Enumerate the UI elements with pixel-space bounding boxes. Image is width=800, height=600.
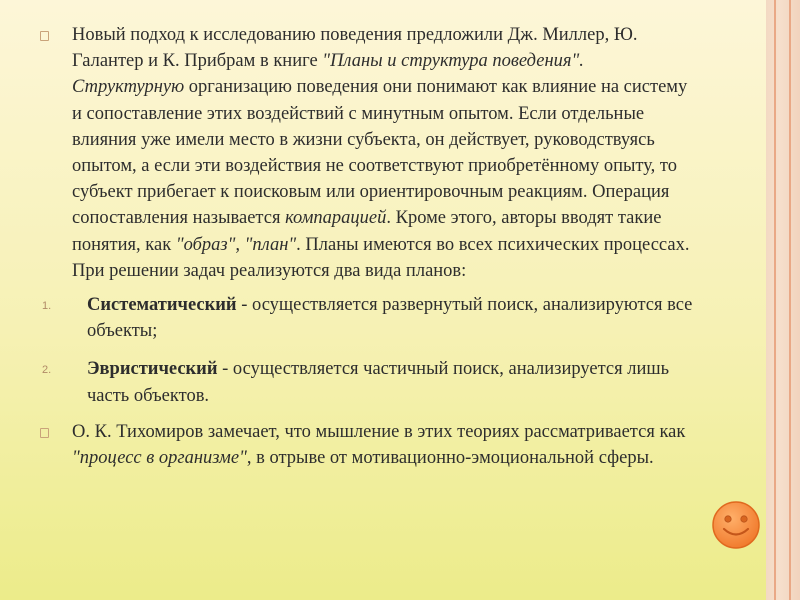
- square-bullet-icon: [40, 31, 49, 41]
- list-item-2: [40, 356, 700, 408]
- paragraph-1-text-c: . Кроме этого, авторы вводят такие понятия, как: [72, 208, 662, 255]
- paragraph-2-text-b: , в отрыве от мотивационно-эмоциональной сферы.: [246, 448, 654, 469]
- frame-line-outer: [789, 0, 791, 600]
- right-decorative-frame: [766, 0, 800, 600]
- frame-line-inner: [774, 0, 776, 600]
- smiley-face-icon: [711, 500, 761, 550]
- paragraph-2: [40, 419, 700, 471]
- paragraph-1-text-b: организацию поведения они понимают как влияние на систему и сопоставление этих воздействий с минутным опытом. Если отдельные влияния уже имели место в жизни субъекта, он действует, руководствуясь опытом, а если эти воздействия не соответствуют приобретённому опыту, то субъект прибегает к поисковым или ориентировочным реакциям. Операция сопоставления называется: [72, 77, 688, 229]
- paragraph-1: [40, 22, 700, 284]
- quote-process: "процесс в организме": [72, 448, 247, 469]
- list-text-2: - осуществляется частичный поиск, анализируется лишь часть объектов.: [87, 359, 670, 406]
- list-text-1: - осуществляется развернутый поиск, анализируются все объекты;: [87, 295, 693, 342]
- paragraph-1-text-a: Новый подход к исследованию поведения предложили Дж. Миллер, Ю. Галантер и К. Прибрам в книге: [72, 25, 638, 72]
- paragraph-2-text-a: О. К. Тихомиров замечает, что мышление в этих теориях рассматривается как: [72, 421, 686, 442]
- list-item-1: [40, 292, 700, 344]
- list-term-1: Систематический: [87, 295, 237, 316]
- term-comparation: компарацией: [285, 208, 387, 229]
- list-number-2: 2.: [42, 364, 52, 377]
- list-term-2: Эвристический: [87, 359, 218, 380]
- list-number-1: 1.: [42, 300, 52, 313]
- paragraph-1-text-d: . Планы имеются во всех психических процессах. При решении задач реализуются два вида планов:: [72, 234, 690, 281]
- slide-content: [40, 22, 700, 471]
- square-bullet-icon: [40, 428, 49, 438]
- book-title: "Планы и структура поведения". Структурную: [72, 51, 584, 98]
- concepts-image-plan: "образ", "план": [175, 234, 297, 255]
